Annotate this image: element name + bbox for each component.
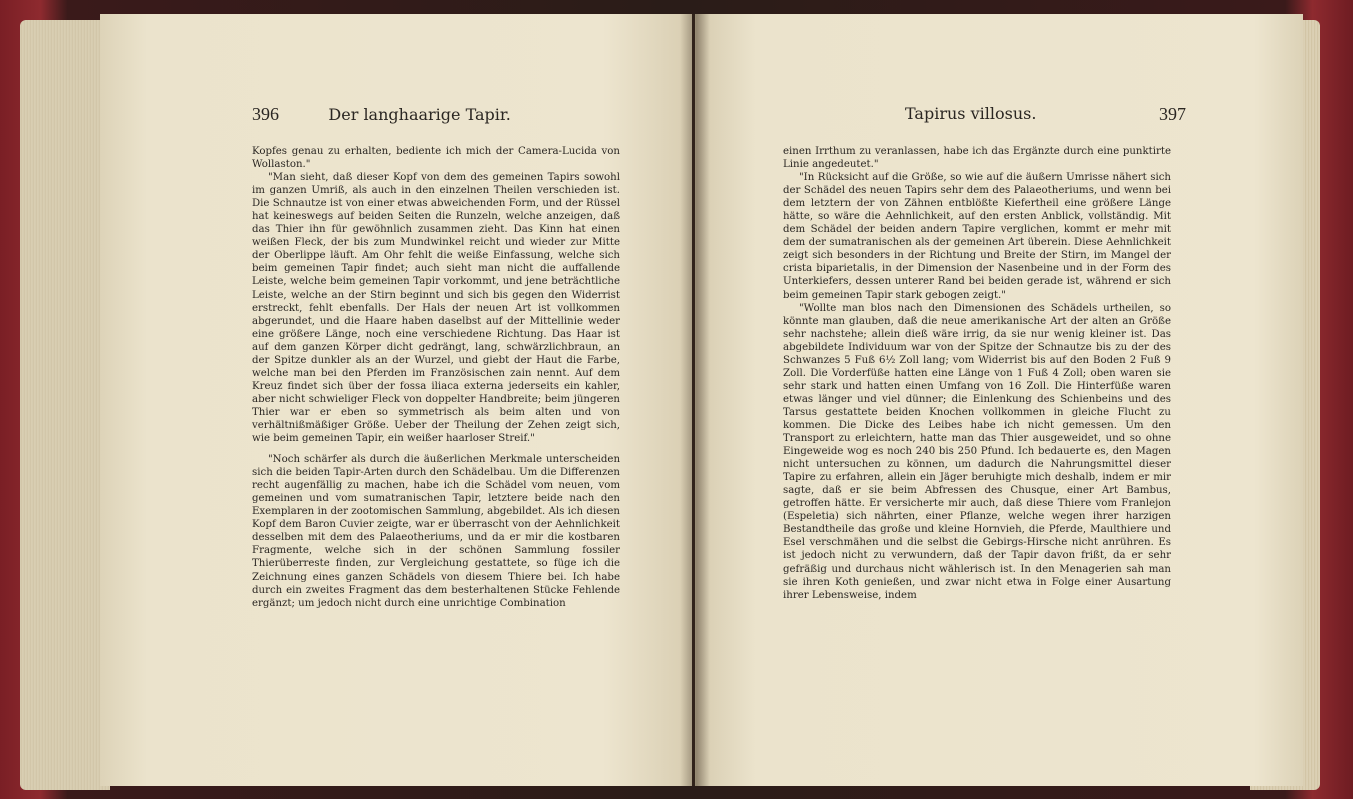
left-page (100, 14, 692, 786)
right-body-text (783, 145, 1171, 602)
right-running-head: Tapirus villosus. (905, 104, 1037, 123)
left-running-head: Der langhaarige Tapir. (328, 105, 511, 124)
page-edges-left (20, 20, 110, 790)
left-paragraph: "Noch schärfer als durch die äußerlichen Merkmale unterscheiden sich die beiden Tapir-Arten durch den Schädelbau. Um die Differenzen recht augenfällig zu machen, habe ich die Schädel vom neuen, vom gemeinen und vom sumatranischen Tapir, letztere beide nach den Exemplaren in der zootomischen Sammlung, abgebildet. Als ich diesen Kopf dem Baron Cuvier zeigte, war er überrascht von der Aehnlichkeit desselben mit dem des Palaeotheriums, und da er mir die kostbaren Fragmente, welche sich in der schönen Sammlung fossiler Thierüberreste finden, zur Vergleichung gestattete, so füge ich die Zeichnung eines ganzen Schädels von diesem Thiere bei. Ich habe durch ein zweites Fragment das dem besterhaltenen Stücke Fehlende ergänzt; um jedoch nicht durch eine unrichtige Combination (252, 454, 620, 609)
left-body-text (252, 145, 620, 610)
right-header (905, 104, 1215, 124)
right-paragraph: einen Irrthum zu veranlassen, habe ich das Ergänzte durch eine punktirte Linie angedeutet." (783, 146, 1171, 171)
left-paragraph: Kopfes genau zu erhalten, bediente ich mich der Camera-Lucida von Wollaston." (252, 146, 620, 171)
left-page-number: 396 (252, 104, 279, 124)
left-paragraph: "Man sieht, daß dieser Kopf von dem des gemeinen Tapirs sowohl im ganzen Umriß, als auch in den einzelnen Theilen verschieden ist. Die Schnautze ist von einer etwas abweichenden Form, und der Rüssel hat keineswegs auf beiden Seiten die Runzeln, welche anzeigen, daß das Thier ihn für gewöhnlich zusammen zieht. Das Kinn hat einen weißen Fleck, der bis zum Mundwinkel reicht und wieder zur Mitte der Oberlippe läuft. Am Ohr fehlt die weiße Einfassung, welche sich beim gemeinen Tapir findet; auch sieht man nicht die auffallende Leiste, welche beim gemeinen Tapir vorkommt, und jene beträchtliche Leiste, welche an der Stirn beginnt und sich bis gegen den Widerrist erstreckt, fehlt ebenfalls. Der Hals der neuen Art ist vollkommen abgerundet, und die Haare haben daselbst auf der Mittellinie weder eine größere Länge, noch eine verschiedene Richtung. Das Haar ist auf dem ganzen Körper dicht gedrängt, lang, schwärzlichbraun, an der Spitze dunkler als an der Wurzel, und giebt der Haut die Farbe, welche man bei den Pferden im Französischen zain nennt. Auf dem Kreuz findet sich über der fossa iliaca externa jederseits ein kahler, aber nicht schwieliger Fleck von doppelter Handbreite; beim jüngeren Thier war er eben so symmetrisch als beim alten und von verhältnißmäßiger Größe. Ueber der Theilung der Zehen zeigt sich, wie beim gemeinen Tapir, ein weißer haarloser Streif." (252, 172, 620, 445)
book-gutter (680, 14, 710, 786)
right-paragraph: "Wollte man blos nach den Dimensionen des Schädels urtheilen, so könnte man glauben, daß die neue amerikanische Art der alten an Größe sehr nachstehe; allein dieß wäre irrig, da sie nur wenig kleiner ist. Das abgebildete Individuum war von der Spitze der Schnautze bis zu der des Schwanzes 5 Fuß 6½ Zoll lang; vom Widerrist bis auf den Boden 2 Fuß 9 Zoll. Die Vorderfüße hatten eine Länge von 1 Fuß 4 Zoll; oben waren sie sehr stark und hatten einen Umfang von 16 Zoll. Die Hinterfüße waren etwas länger und viel dünner; die Einlenkung des Schienbeins und des Tarsus gestattete beiden Knochen vollkommen in gleiche Flucht zu kommen. Die Dicke des Leibes habe ich nicht gemessen. Um den Transport zu erleichtern, hatte man das Thier ausgeweidet, und so ohne Eingeweide wog es noch 240 bis 250 Pfund. Ich bedauerte es, den Magen nicht untersuchen zu können, um dadurch die Nahrungsmittel dieser Tapire zu erfahren, allein ein Jäger beruhigte mich deshalb, indem er mir sagte, daß er sie beim Abfressen des Chusque, einer Art Bambus, getroffen hätte. Er versicherte mir auch, daß diese Thiere vom Franlejon (Espeletia) sich nährten, einer Pflanze, welche wegen ihrer harzigen Bestandtheile das große und kleine Hornvieh, die Pferde, Maulthiere und Esel verschmähen und die selbst die Gebirgs-Hirsche nicht anrühren. Es ist jedoch nicht zu verwundern, daß der Tapir davon frißt, da er sehr gefräßig und durchaus nicht wählerisch ist. In den Menagerien sah man sie ihren Koth genießen, und zwar nicht etwa in Folge einer Ausartung ihrer Lebensweise, indem (783, 302, 1171, 601)
left-header (252, 104, 552, 125)
right-paragraph: "In Rücksicht auf die Größe, so wie auf die äußern Umrisse nähert sich der Schädel des neuen Tapirs sehr dem des Palaeotheriums, und wenn bei dem letztern der von Zähnen entblößte Kiefertheil eine größere Länge hätte, so wäre die Aehnlichkeit, auf den ersten Anblick, vollständig. Mit dem Schädel der beiden andern Tapire verglichen, kommt er mehr mit dem der sumatranischen als der gemeinen Art überein. Diese Aehnlichkeit zeigt sich besonders in der Richtung und Breite der Stirn, im Mangel der crista biparietalis, in der Dimension der Nasenbeine und in der Form des Unterkiefers, dessen unterer Rand bei beiden gerade ist, während er sich beim gemeinen Tapir stark gebogen zeigt." (783, 172, 1171, 301)
right-page-number: 397 (1159, 104, 1186, 124)
right-page (695, 14, 1303, 786)
